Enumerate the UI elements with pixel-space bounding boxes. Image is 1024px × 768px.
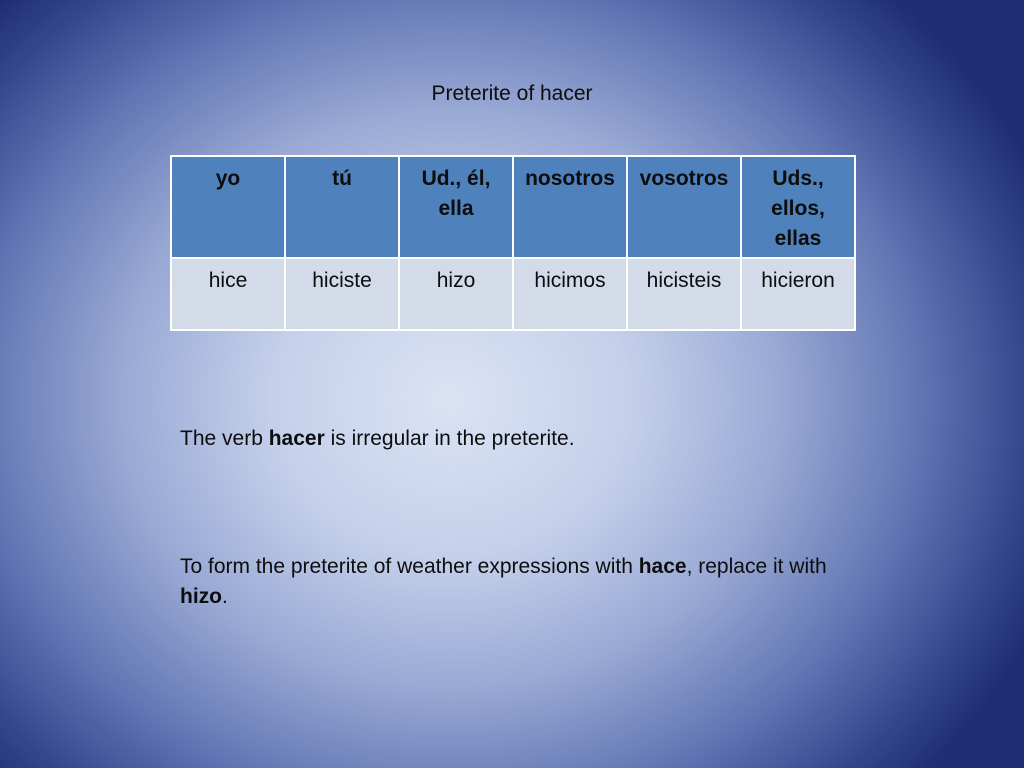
weather-text-start: To form the preterite of weather expressions with	[180, 555, 639, 578]
header-tu: tú	[285, 156, 399, 258]
weather-text-mid: , replace it with	[686, 555, 827, 578]
weather-bold-hizo: hizo	[180, 585, 222, 608]
table-row	[171, 258, 855, 330]
cell-hiciste: hiciste	[285, 258, 399, 330]
weather-bold-hace: hace	[638, 555, 687, 578]
note-text-end: is irregular in the preterite.	[324, 427, 575, 450]
note-bold-hacer: hacer	[268, 427, 325, 450]
header-nosotros: nosotros	[513, 156, 627, 258]
header-uds-ellos-ellas: Uds., ellos, ellas	[741, 156, 855, 258]
cell-hizo: hizo	[399, 258, 513, 330]
cell-hicieron: hicieron	[741, 258, 855, 330]
cell-hicimos: hicimos	[513, 258, 627, 330]
note-text-start: The verb	[180, 427, 269, 450]
table-header-row	[171, 156, 855, 258]
cell-hicisteis: hicisteis	[627, 258, 741, 330]
header-yo: yo	[171, 156, 285, 258]
irregular-verb-note	[180, 424, 860, 454]
header-vosotros: vosotros	[627, 156, 741, 258]
cell-hice: hice	[171, 258, 285, 330]
weather-expression-note	[180, 552, 860, 612]
slide-title: Preterite of hacer	[431, 82, 593, 105]
weather-text-end: .	[222, 585, 228, 608]
conjugation-table	[170, 155, 856, 331]
header-ud-el-ella: Ud., él, ella	[399, 156, 513, 258]
